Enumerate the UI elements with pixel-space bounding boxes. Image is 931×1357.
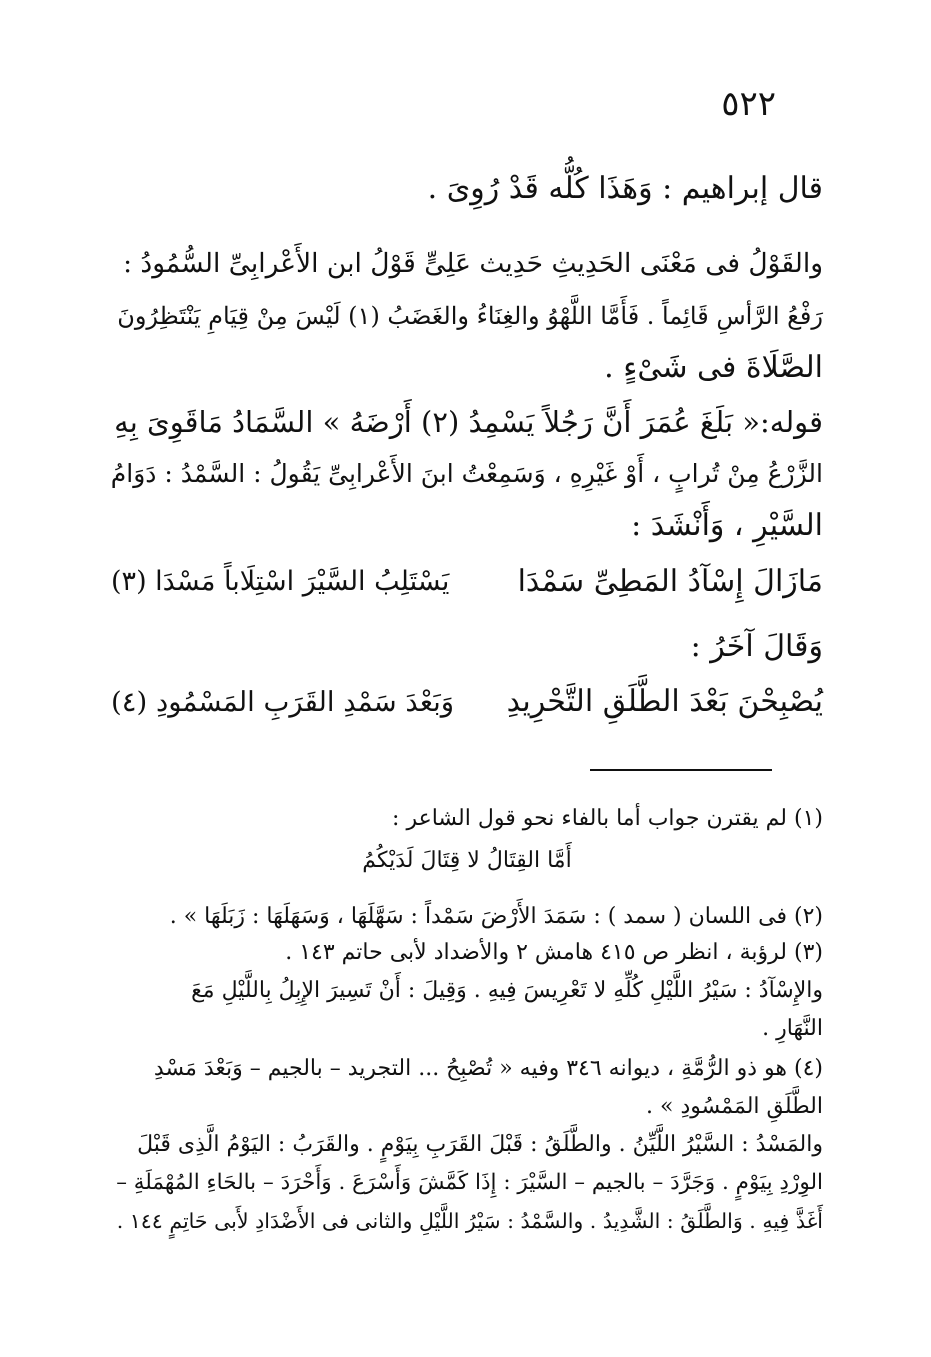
page-number: ٥٢٢ — [721, 84, 776, 124]
paragraph-line: الزَّرْعُ مِنْ تُرابٍ ، أَوْ غَيْرِهِ ، وَسَمِعْتُ ابنَ الأَعْرابِىِّ يَقُولُ : السَّمْدُ : دَوَامُ — [110, 459, 823, 488]
verse-intro — [111, 621, 823, 673]
footnote-line: النَّهَارِ . — [762, 1016, 823, 1041]
footnote-3-gloss — [111, 972, 823, 1048]
footnote-line: والإِسْآدُ : سَيْرُ اللَّيْلِ كُلِّهِ لا تَعْرِيسَ فِيهِ . وَقِيلَ : أَنْ تَسِيرَ الإِبِلُ بِاللَّيْلِ مَعَ — [191, 978, 823, 1003]
paragraph-line: السَّيْرِ ، وَأَنْشَدَ : — [631, 508, 823, 543]
verse-first-hemistich: مَازَالَ إِسْآدُ المَطِىِّ سَمْدَا — [517, 564, 823, 599]
footnote-line: والمَسْدُ : السَّيْرُ اللَّيِّنُ . والطَّلَقُ : قَبْلَ القَرَبِ بِيَوْمٍ . والقَرَبُ : اليَوْمُ الَّذِى قَبْلَ — [137, 1132, 823, 1157]
paragraph-hadith-ali — [111, 238, 823, 394]
footnote-separator — [590, 769, 772, 771]
paragraph-umar — [111, 396, 823, 552]
verse-ruba — [111, 556, 823, 608]
footnote-line: أَغَذَّ فِيهِ . وَالطَّلَقُ : الشَّدِيدُ . والسَّمْدُ : سَيْرُ اللَّيْلِ والثانى فى الأَضْدَادِ لأَبى حَاتِمٍ ١٤٤ . — [116, 1209, 823, 1233]
footnote-2: (٢) فى اللسان ( سمد ) : سَمَدَ الأَرْضَ سَمْداً : سَهَّلَهَا ، وَسَهَلَهَا : زَبَلَهَا » . — [169, 904, 823, 929]
footnote-line: الوِرْدِ بِيَوْمٍ . وَجَرَّدَ – بالجيم – السَّيْرَ : إِذَا كَمَّشَ وَأَسْرَعَ . وَأَحْرَدَ – بالحَاءِ المُهْمَلَةِ – — [116, 1170, 823, 1195]
paragraph-line: وَقَالَ آخَرُ : — [690, 629, 823, 664]
verse-second-hemistich: يَسْتَلِبُ السَّيْرَ اسْتِلَاباً مَسْدَا (٣) — [111, 566, 450, 597]
paragraph-line: رَفْعُ الرَّأسِ قَائِماً . فَأَمَّا اللَّهْوُ والغِنَاءُ والغَضَبُ (١) لَيْسَ مِنْ قِيَامِ يَنْتَظِرُونَ — [117, 302, 823, 330]
footnote-1-quote: أَمَّا القِتَالُ لا قِتَالَ لَدَيْكُمُ — [362, 848, 572, 873]
paragraph-line: الصَّلَاةَ فى شَىْءٍ . — [604, 350, 823, 385]
verse-dhu-rumma — [111, 676, 823, 728]
footnote-line: الطَّلَقِ المَمْسُودِ » . — [646, 1094, 823, 1119]
paragraph-line: قوله:« بَلَغَ عُمَرَ أَنَّ رَجُلاً يَسْمِدُ (٢) أَرْضَهُ » السَّمَادُ مَاقَوِىَ بِهِ — [114, 405, 823, 439]
paragraph-line: والقَوْلُ فى مَعْنَى الحَدِيثِ حَدِيث عَلِىٍّ قَوْلُ ابن الأَعْرابِىِّ السُّمُودُ : — [123, 248, 823, 279]
paragraph-line: قال إبراهيم : وَهَذَا كُلُّه قَدْ رُوِىَ . — [427, 171, 823, 206]
footnote-4 — [111, 1050, 823, 1126]
verse-second-hemistich: وَبَعْدَ سَمْدِ القَرَبِ المَسْمُودِ (٤) — [111, 686, 455, 718]
footnote-3: (٣) لرؤبة ، انظر ص ٤١٥ هامش ٢ والأضداد لأبى حاتم ١٤٣ . — [285, 940, 823, 965]
footnote-4-gloss — [111, 1126, 823, 1240]
footnote-1: (١) لم يقترن جواب أما بالفاء نحو قول الشاعر : — [392, 806, 823, 831]
footnote-line: (٤) هو ذو الرُّمَّةِ ، ديوانه ٣٤٦ وفيه « تُصْبِحُ ... التجريد – بالجيم – وَبَعْدَ مَسْدِ — [153, 1056, 823, 1081]
paragraph-ibrahim — [111, 163, 823, 215]
verse-first-hemistich: يُصْبِحْنَ بَعْدَ الطَّلَقِ التَّحْرِيدِ — [506, 684, 823, 719]
